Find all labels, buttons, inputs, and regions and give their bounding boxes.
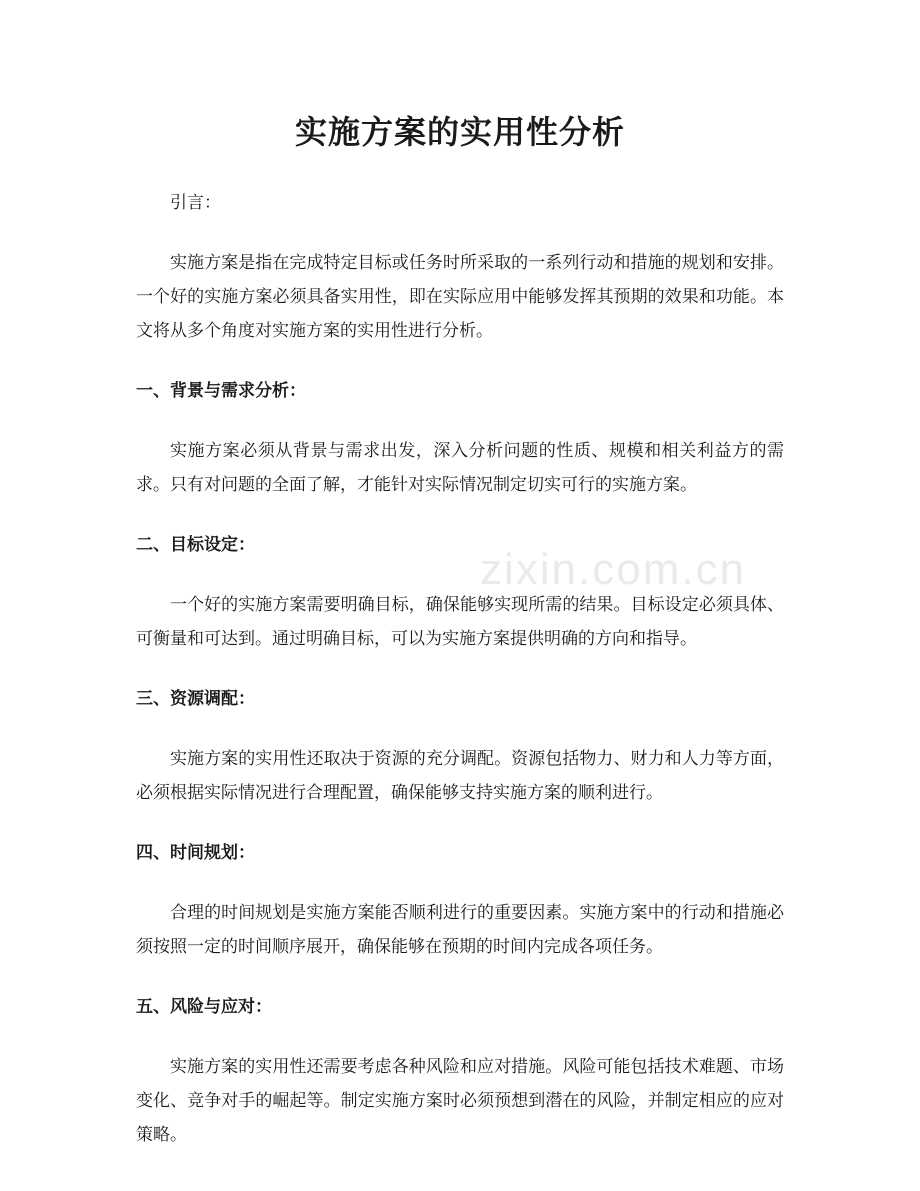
- section-paragraph-goals: 一个好的实施方案需要明确目标，确保能够实现所需的结果。目标设定必须具体、可衡量和可达到。通过明确目标，可以为实施方案提供明确的方向和指导。: [136, 595, 784, 649]
- intro-label: 引言：: [170, 193, 221, 213]
- intro-paragraph: 实施方案是指在完成特定目标或任务时所采取的一系列行动和措施的规划和安排。一个好的实施方案必须具备实用性，即在实际应用中能够发挥其预期的效果和功能。本文将从多个角度对实施方案的实用性进行分析。: [136, 253, 784, 341]
- section-heading-resources: 三、资源调配：: [136, 689, 255, 709]
- document-body: [136, 186, 784, 1178]
- section-paragraph-background: 实施方案必须从背景与需求出发，深入分析问题的性质、规模和相关利益方的需求。只有对问题的全面了解，才能针对实际情况制定切实可行的实施方案。: [136, 441, 784, 495]
- section-paragraph-risk: 实施方案的实用性还需要考虑各种风险和应对措施。风险可能包括技术难题、市场变化、竞争对手的崛起等。制定实施方案时必须预想到潜在的风险，并制定相应的应对策略。: [136, 1057, 784, 1145]
- section-heading-background: 一、背景与需求分析：: [136, 381, 306, 401]
- section-heading-timeline: 四、时间规划：: [136, 843, 255, 863]
- section-heading-risk: 五、风险与应对：: [136, 997, 272, 1017]
- section-paragraph-resources: 实施方案的实用性还取决于资源的充分调配。资源包括物力、财力和人力等方面，必须根据实际情况进行合理配置，确保能够支持实施方案的顺利进行。: [136, 749, 784, 803]
- document-title: 实施方案的实用性分析: [294, 113, 625, 151]
- section-heading-goals: 二、目标设定：: [136, 535, 255, 555]
- section-paragraph-timeline: 合理的时间规划是实施方案能否顺利进行的重要因素。实施方案中的行动和措施必须按照一定的时间顺序展开，确保能够在预期的时间内完成各项任务。: [136, 903, 784, 957]
- watermark: zixin.com.cn: [480, 545, 747, 594]
